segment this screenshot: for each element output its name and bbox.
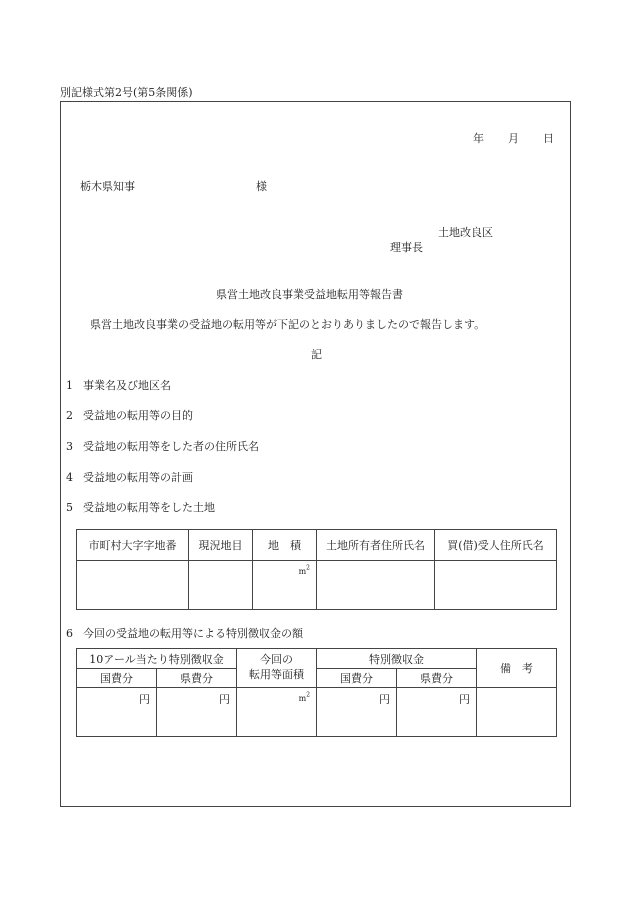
rate-national-cell — [77, 688, 157, 737]
yen-unit: 円 — [379, 693, 391, 706]
rate-prefectural-cell — [157, 688, 237, 737]
sender-district: 土地改良区 — [438, 226, 493, 239]
yen-unit: 円 — [139, 693, 150, 706]
document-title: 県営土地改良事業受益地転用等報告書 — [216, 288, 403, 301]
levy-prefectural-cell — [397, 688, 477, 737]
item-1: 1 事業名及び地区名 — [66, 379, 171, 392]
land-table-header: 土地所有者住所氏名 — [317, 530, 435, 561]
ki-label: 記 — [311, 348, 322, 361]
land-table-cell — [435, 561, 557, 610]
yen-unit: 円 — [219, 693, 231, 706]
levy-national-header: 国費分 — [317, 669, 397, 688]
land-table-header: 地 積 — [253, 530, 317, 561]
rate-national-header: 国費分 — [77, 669, 157, 688]
item-4: 4 受益地の転用等の計画 — [66, 471, 193, 484]
area-unit: m — [298, 694, 307, 703]
item-3: 3 受益地の転用等をした者の住所氏名 — [66, 440, 259, 453]
addressee-honorific: 様 — [256, 180, 267, 193]
rate-prefectural-header: 県費分 — [157, 669, 237, 688]
land-table-cell — [77, 561, 189, 610]
land-table-cell — [317, 561, 435, 610]
levy-table — [76, 648, 557, 737]
land-table-header: 買(借)受人住所氏名 — [435, 530, 557, 561]
area-unit: m — [298, 567, 307, 576]
addressee-name: 栃木県知事 — [80, 180, 135, 193]
land-table-header: 市町村大字字地番 — [77, 530, 189, 561]
date-year: 年 — [473, 132, 484, 145]
form-id: 別記様式第2号(第5条関係) — [60, 86, 193, 99]
area-unit-sup: 2 — [306, 691, 311, 699]
remarks-header: 備 考 — [477, 649, 557, 688]
date-day: 日 — [543, 132, 554, 145]
levy-national-cell — [317, 688, 397, 737]
sender-title: 理事長 — [390, 241, 423, 254]
area-unit-sup: 2 — [306, 564, 310, 572]
yen-unit: 円 — [459, 693, 471, 706]
item-5: 5 受益地の転用等をした土地 — [66, 501, 215, 514]
levy-header: 特別徴収金 — [317, 649, 477, 669]
levy-prefectural-header: 県費分 — [397, 669, 477, 688]
intro-text: 県営土地改良事業の受益地の転用等が下記のとおりありましたので報告します。 — [90, 318, 486, 331]
rate-header: 10アール当たり特別徴収金 — [77, 649, 237, 669]
land-table-header: 現況地目 — [189, 530, 253, 561]
remarks-cell — [477, 688, 557, 737]
land-table-cell — [189, 561, 253, 610]
item-6: 6 今回の受益地の転用等による特別徴収金の額 — [66, 627, 303, 640]
item-2: 2 受益地の転用等の目的 — [66, 409, 193, 422]
area-cell — [237, 688, 317, 737]
land-table — [76, 529, 557, 610]
land-area-cell — [253, 561, 317, 610]
date-month: 月 — [508, 132, 519, 145]
area-header: 今回の 転用等面積 — [237, 649, 317, 688]
